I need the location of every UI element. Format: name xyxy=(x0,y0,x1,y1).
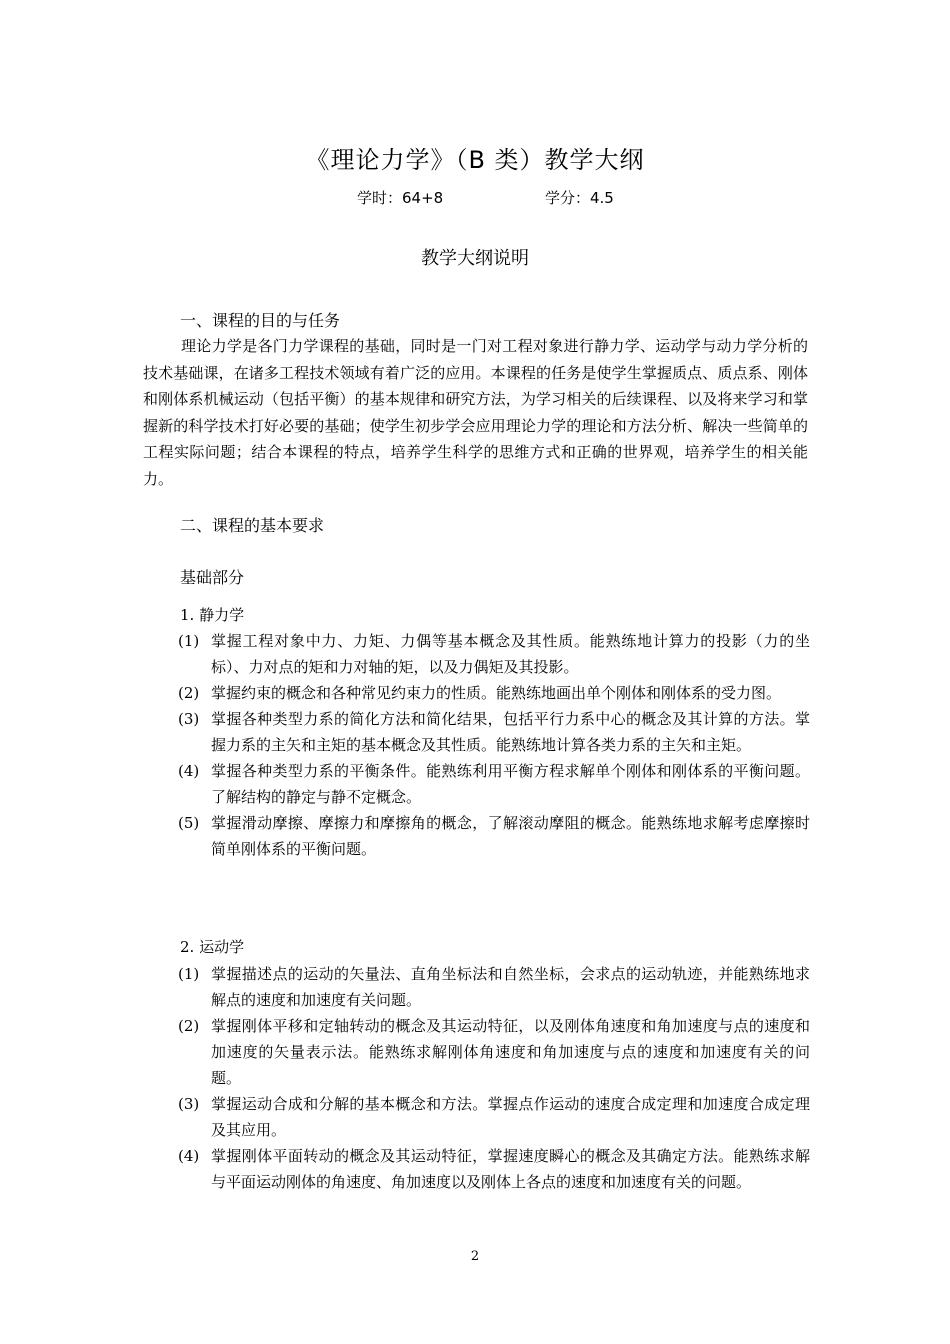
item-text: 掌握工程对象中力、力矩、力偶等基本概念及其性质。能熟练地计算力的投影（力的坐标）、力对点的矩和力对轴的矩，以及力偶矩及其投影。 xyxy=(211,632,810,676)
kinematics-label: 2. 运动学 xyxy=(180,938,245,956)
item-number: (1) xyxy=(178,965,200,983)
list-item xyxy=(178,758,810,810)
list-item xyxy=(178,706,810,758)
item-number: (5) xyxy=(178,814,200,832)
section-subtitle: 教学大纲说明 xyxy=(421,248,529,269)
heading-requirements: 二、课程的基本要求 xyxy=(180,516,325,535)
item-text: 掌握刚体平移和定轴转动的概念及其运动特征，以及刚体角速度和角加速度与点的速度和加速度的矢量表示法。能熟练求解刚体角速度和角加速度与点的速度和加速度有关的问题。 xyxy=(211,1017,810,1087)
kinematics-list xyxy=(178,961,810,1195)
item-text: 掌握刚体平面转动的概念及其运动特征，掌握速度瞬心的概念及其确定方法。能熟练求解与平面运动刚体的角速度、角加速度以及刚体上各点的速度和加速度有关的问题。 xyxy=(211,1147,810,1191)
statics-label: 1. 静力学 xyxy=(180,606,245,624)
item-text: 掌握滑动摩擦、摩擦力和摩擦角的概念，了解滚动摩阻的概念。能熟练地求解考虑摩擦时简单刚体系的平衡问题。 xyxy=(211,814,810,858)
list-item xyxy=(178,628,810,680)
item-text: 掌握各种类型力系的简化方法和简化结果，包括平行力系中心的概念及其计算的方法。掌握力系的主矢和主矩的基本概念及其性质。能熟练地计算各类力系的主矢和主矩。 xyxy=(211,710,810,754)
list-item xyxy=(178,680,810,706)
page-number: 2 xyxy=(470,1249,480,1264)
statics-list xyxy=(178,628,810,862)
item-number: (3) xyxy=(178,1095,200,1113)
list-item xyxy=(178,961,810,1013)
item-number: (4) xyxy=(178,762,200,780)
heading-basic-part: 基础部分 xyxy=(180,568,245,587)
course-meta xyxy=(0,187,950,211)
list-item xyxy=(178,1091,810,1143)
item-text: 掌握运动合成和分解的基本概念和方法。掌握点作运动的速度合成定理和加速度合成定理及其应用。 xyxy=(211,1095,810,1139)
list-item xyxy=(178,810,810,862)
item-number: (2) xyxy=(178,1017,200,1035)
purpose-paragraph: 理论力学是各门力学课程的基础，同时是一门对工程对象进行静力学、运动学与动力学分析的技术基础课，在诸多工程技术领域有着广泛的应用。本课程的任务是使学生掌握质点、质点系、刚体和刚体系机械运动（包括平衡）的基本规律和研究方法，为学习相关的后续课程、以及将来学习和掌握新的科学技术打好必要的基础；使学生初步学会应用理论力学的理论和方法分析、解决一些简单的工程实际问题；结合本课程的特点，培养学生科学的思维方式和正确的世界观，培养学生的相关能力。 xyxy=(143,337,808,488)
item-number: (2) xyxy=(178,684,200,702)
list-item xyxy=(178,1143,810,1195)
list-item xyxy=(178,1013,810,1091)
item-number: (1) xyxy=(178,632,200,650)
document-title: 《理论力学》（B 类）教学大纲 xyxy=(305,146,645,174)
item-text: 掌握描述点的运动的矢量法、直角坐标法和自然坐标，会求点的运动轨迹，并能熟练地求解点的速度和加速度有关问题。 xyxy=(211,965,810,1009)
credit-hours: 学时：64+8 xyxy=(357,189,444,207)
item-text: 掌握各种类型力系的平衡条件。能熟练利用平衡方程求解单个刚体和刚体系的平衡问题。了解结构的静定与静不定概念。 xyxy=(211,762,810,806)
item-text: 掌握约束的概念和各种常见约束力的性质。能熟练地画出单个刚体和刚体系的受力图。 xyxy=(211,684,782,702)
item-number: (4) xyxy=(178,1147,200,1165)
item-number: (3) xyxy=(178,710,200,728)
heading-purpose: 一、课程的目的与任务 xyxy=(180,311,341,330)
credits: 学分：4.5 xyxy=(545,189,614,207)
